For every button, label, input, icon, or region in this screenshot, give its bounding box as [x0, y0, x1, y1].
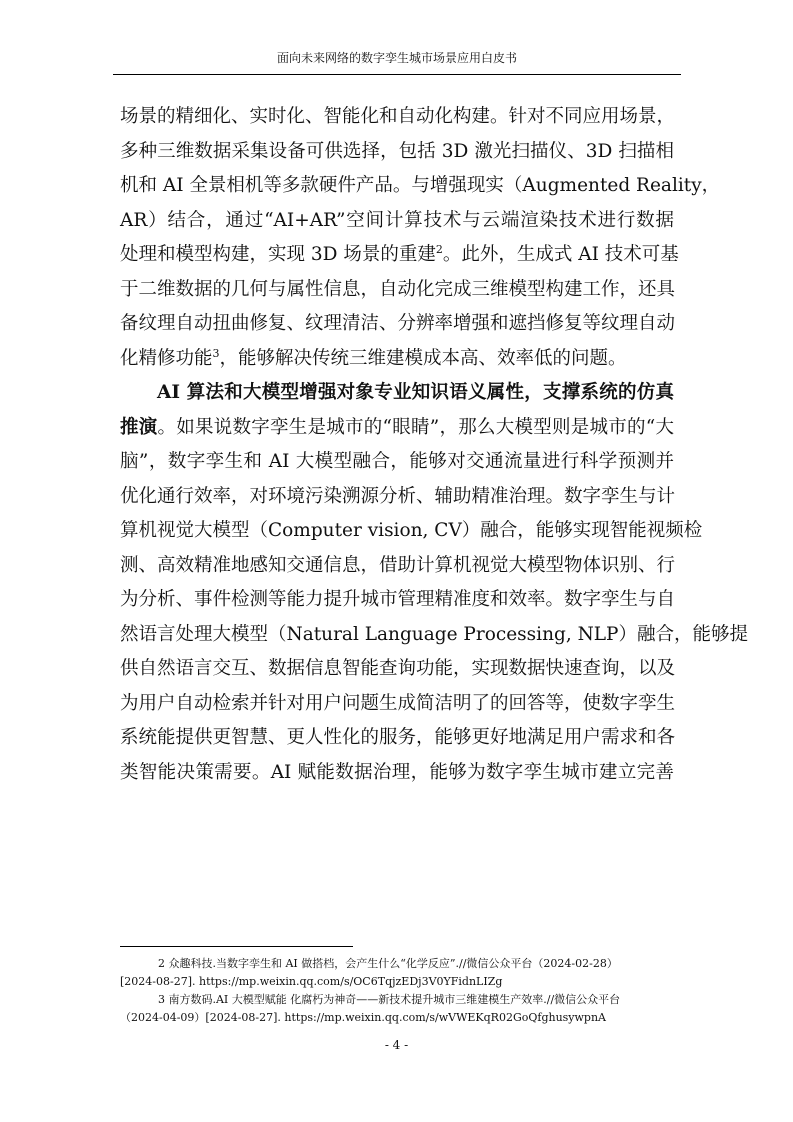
- body-line: [120, 480, 674, 515]
- body-text-span: 场景的精细化、实时化、智能化和自动化构建。针对不同应用场景，: [120, 106, 676, 127]
- body-text-span: 处理和模型构建，实现 3D 场景的重建: [120, 244, 436, 265]
- body-line: [120, 687, 674, 722]
- footnote-reference[interactable]: 2: [435, 242, 443, 256]
- body-line: [120, 100, 674, 135]
- page-number: - 4 -: [384, 1038, 409, 1052]
- body-text-span: 备纹理自动扭曲修复、纹理清洁、分辨率增强和遮挡修复等纹理自动: [120, 313, 676, 334]
- body-text-span: 机和 AI 全景相机等多款硬件产品。与增强现实（Augmented Reality，: [120, 175, 721, 196]
- body-text: [120, 100, 749, 790]
- body-line: [120, 135, 674, 170]
- footnote-line: 3 南方数码.AI 大模型赋能 化腐朽为神奇——新技术提升城市三维建模生产效率.//微信公众平台: [158, 993, 621, 1006]
- body-line: [120, 618, 749, 653]
- body-line: [120, 238, 679, 273]
- body-text-span: 于二维数据的几何与属性信息，自动化完成三维模型构建工作，还具: [120, 278, 676, 300]
- body-text-span: 为分析、事件检测等能力提升城市管理精准度和效率。数字孪生与自: [120, 589, 676, 610]
- body-text-span: 。如果说数字孪生是城市的“眼睛”，那么大模型则是城市的“大: [157, 416, 674, 438]
- footnote-line: （2024-04-09）[2024-08-27]. https://mp.weixin.qq.com/s/wVWEKqR02GoQfghusywpnA: [120, 1011, 607, 1024]
- body-text-span: 为用户自动检索并针对用户问题生成简洁明了的回答等，使数字孪生: [120, 692, 676, 714]
- footnote-line: 2 众趣科技.当数字孪生和 AI 做搭档，会产生什么“化学反应”.//微信公众平台（2024-02-28）: [158, 957, 618, 970]
- body-text-span: 测、高效精准地感知交通信息，借助计算机视觉大模型物体识别、行: [120, 554, 676, 576]
- body-text-span: 然语言处理大模型（Natural Language Processing, NLP）融合，能够提: [120, 623, 749, 645]
- body-text-span: 化精修功能: [120, 347, 213, 369]
- body-line: [120, 169, 721, 204]
- body-line: [120, 721, 674, 756]
- body-line: [120, 307, 674, 342]
- body-text-span: 算机视觉大模型（Computer vision, CV）融合，能够实现智能视频检: [120, 520, 703, 541]
- header-divider: [113, 74, 681, 75]
- body-text-span: 系统能提供更智慧、更人性化的服务，能够更好地满足用户需求和各: [120, 727, 676, 748]
- body-text-span: 多种三维数据采集设备可供选择，包括 3D 激光扫描仪、3D 扫描相: [120, 140, 674, 162]
- bold-lead-text: AI 算法和大模型增强对象专业知识语义属性，支撑系统的仿真: [157, 382, 674, 403]
- body-text-span: 供自然语言交互、数据信息智能查询功能，实现数据快速查询，以及: [120, 658, 676, 679]
- page-header: 面向未来网络的数字孪生城市场景应用白皮书: [276, 51, 517, 65]
- body-line: [120, 514, 703, 549]
- body-line: [120, 273, 674, 308]
- body-line: [120, 204, 674, 239]
- body-text-span: 脑”，数字孪生和 AI 大模型融合，能够对交通流量进行科学预测并: [120, 451, 674, 472]
- footnote-line: [2024-08-27]. https://mp.weixin.qq.com/s/OC6TqjzEDj3V0YFidnLIZg: [120, 975, 503, 988]
- footnotes: [120, 955, 676, 1027]
- body-text-span: ，能够解决传统三维建模成本高、效率低的问题。: [219, 347, 627, 369]
- body-line: [120, 342, 674, 377]
- body-line: [120, 583, 674, 618]
- footnote-divider: [120, 946, 353, 947]
- body-text-span: 。此外，生成式 AI 技术可基: [442, 244, 679, 265]
- body-line: [120, 445, 674, 480]
- body-text-span: AR）结合，通过“AI+AR”空间计算技术与云端渲染技术进行数据: [120, 209, 674, 231]
- body-line: [120, 652, 674, 687]
- footnote-reference[interactable]: 3: [212, 346, 220, 360]
- body-line: [120, 756, 674, 791]
- body-line: [120, 549, 674, 584]
- bold-lead-text: 推演: [120, 416, 158, 438]
- body-text-span: 优化通行效率，对环境污染溯源分析、辅助精准治理。数字孪生与计: [120, 485, 676, 507]
- body-text-span: 类智能决策需要。AI 赋能数据治理，能够为数字孪生城市建立完善: [120, 761, 674, 783]
- body-line: [120, 411, 674, 446]
- body-line: [120, 376, 674, 411]
